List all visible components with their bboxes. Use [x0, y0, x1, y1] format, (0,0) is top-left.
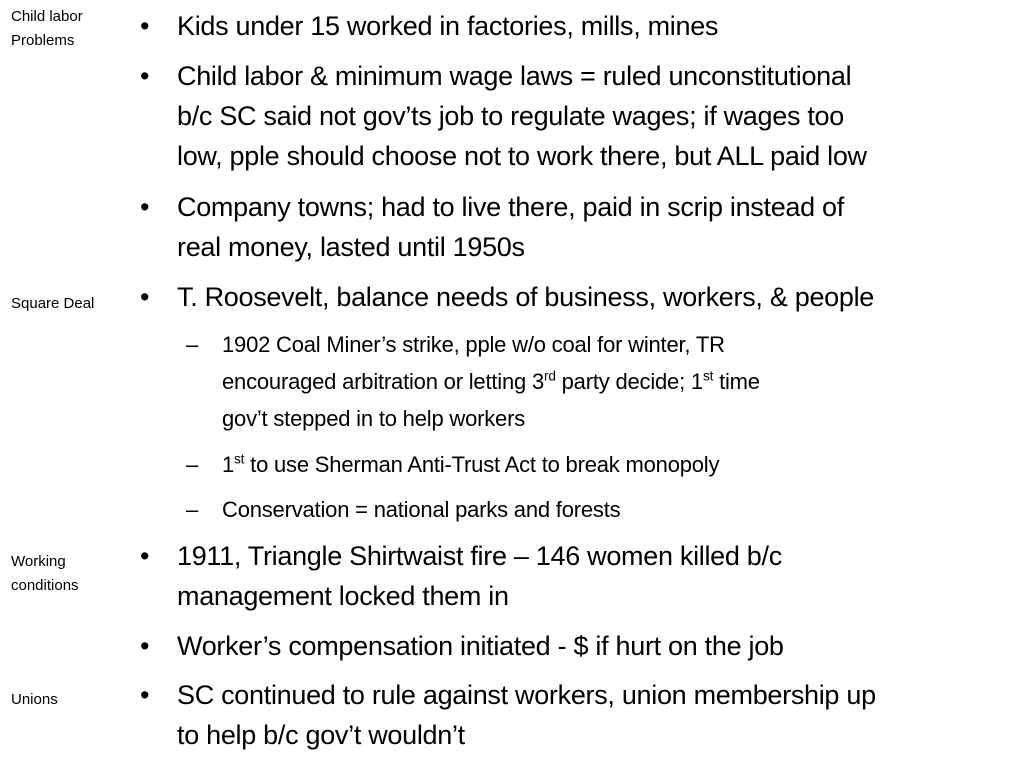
bullet-icon: •: [140, 11, 150, 41]
bullet-item: [140, 187, 1020, 267]
bullet-text-line: Child labor & minimum wage laws = ruled unconstitutional: [177, 61, 852, 91]
label-child-labor-problems: Child labor Problems: [11, 8, 83, 49]
sub-bullet-item: [186, 446, 1020, 483]
bullet-text-line: 1911, Triangle Shirtwaist fire – 146 women killed b/c: [177, 541, 782, 571]
dash-icon: –: [186, 497, 199, 522]
bullet-item: [140, 277, 1020, 317]
sub-bullet-text: Conservation = national parks and forests: [222, 497, 621, 522]
bullet-icon: •: [140, 282, 150, 312]
sub-bullet-text: 1st to use Sherman Anti-Trust Act to break monopoly: [222, 451, 720, 477]
sub-bullet-item: [186, 491, 1020, 528]
bullet-text: Worker’s compensation initiated - $ if hurt on the job: [177, 631, 784, 661]
bullet-icon: •: [140, 541, 150, 571]
bullet-text: T. Roosevelt, balance needs of business, workers, & people: [177, 282, 875, 312]
bullet-text-line: low, pple should choose not to work there, but ALL paid low: [177, 141, 867, 171]
bullet-item: [140, 626, 1020, 666]
bullet-text-line: to help b/c gov’t wouldn’t: [177, 720, 465, 750]
bullet-text-line: Company towns; had to live there, paid in scrip instead of: [177, 192, 844, 222]
bullet-icon: •: [140, 631, 150, 661]
label-working-conditions: Working conditions: [11, 553, 79, 594]
bullet-text-line: SC continued to rule against workers, union membership up: [177, 680, 876, 710]
dash-icon: –: [186, 332, 199, 357]
sub-bullet-text-line: 1902 Coal Miner’s strike, pple w/o coal for winter, TR: [222, 332, 725, 357]
bullet-item: [140, 675, 1020, 755]
bullet-item: [140, 56, 1020, 176]
sub-bullet-text-line: encouraged arbitration or letting 3rd party decide; 1st time: [222, 368, 760, 394]
sub-bullet-item: [186, 326, 1020, 437]
bullet-icon: •: [140, 680, 150, 710]
bullet-item: [140, 6, 1020, 46]
bullet-text-line: real money, lasted until 1950s: [177, 232, 525, 262]
sub-bullet-text-line: gov’t stepped in to help workers: [222, 406, 525, 431]
bullet-icon: •: [140, 61, 150, 91]
label-square-deal: Square Deal: [11, 295, 95, 312]
label-unions: Unions: [11, 691, 58, 708]
bullet-item: [140, 536, 1020, 616]
bullet-text-line: management locked them in: [177, 581, 509, 611]
dash-icon: –: [186, 452, 199, 477]
bullet-text-line: b/c SC said not gov’ts job to regulate wages; if wages too: [177, 101, 844, 131]
bullet-icon: •: [140, 192, 150, 222]
bullet-text: Kids under 15 worked in factories, mills, mines: [177, 11, 719, 41]
